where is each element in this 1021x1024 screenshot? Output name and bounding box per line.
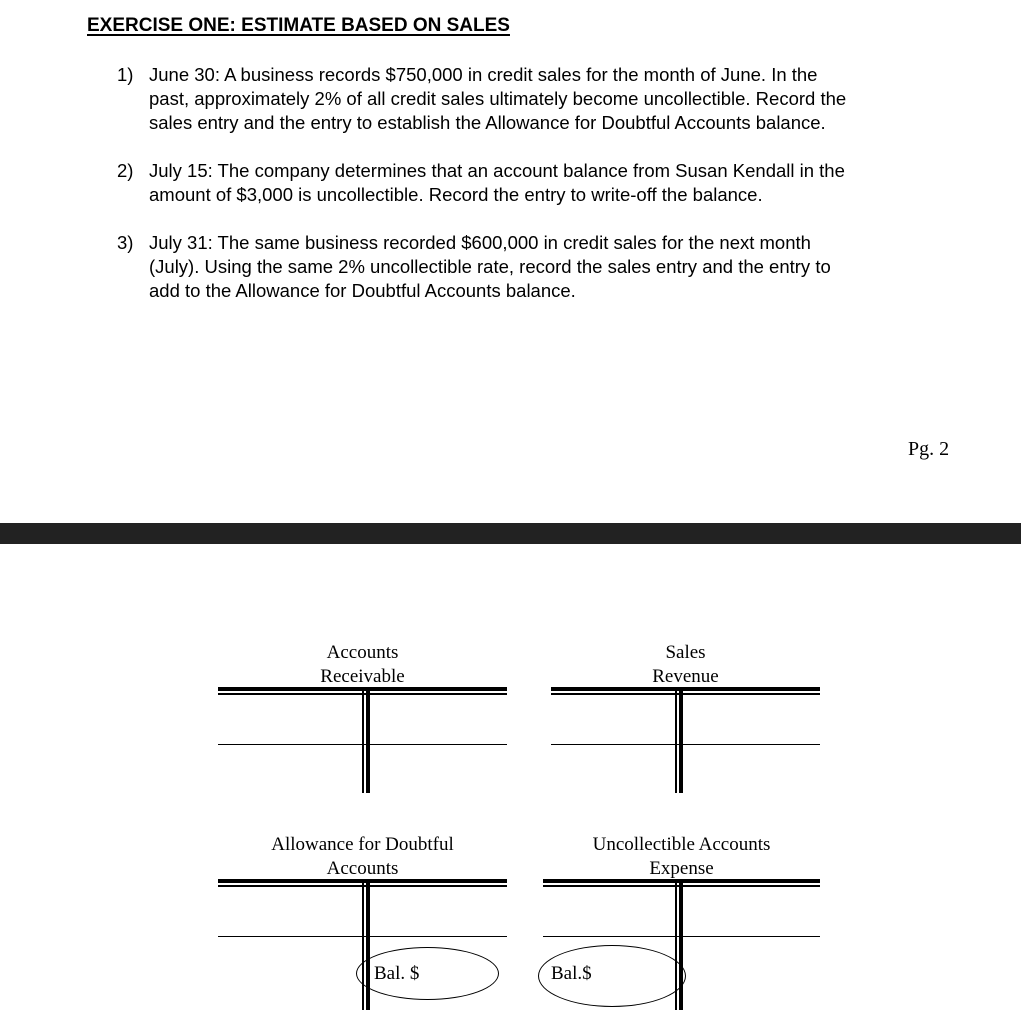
- t-account-label-line: Accounts: [326, 642, 399, 663]
- question-line: June 30: A business records $750,000 in credit sales for the month of June. In the: [149, 64, 818, 85]
- t-account-label-line: Sales: [665, 642, 706, 663]
- t-account-label-line: Uncollectible Accounts: [592, 834, 771, 855]
- question-2: [117, 159, 957, 207]
- question-text: [149, 63, 957, 135]
- t-account-label-line: Receivable: [320, 666, 405, 687]
- question-line: sales entry and the entry to establish the Allowance for Doubtful Accounts balance.: [149, 112, 826, 133]
- balance-label: Bal.$: [551, 963, 592, 984]
- t-account-top-rule: [551, 687, 820, 695]
- question-line: July 31: The same business recorded $600,000 in credit sales for the next month: [149, 232, 811, 253]
- t-account-label-accounts-receivable: [218, 641, 507, 689]
- question-1: [117, 63, 957, 135]
- exercise-title: EXERCISE ONE: ESTIMATE BASED ON SALES: [87, 15, 510, 36]
- question-text: [149, 231, 957, 303]
- t-account-mid-rule: [551, 744, 820, 745]
- question-line: (July). Using the same 2% uncollectible rate, record the sales entry and the entry to: [149, 256, 831, 277]
- t-account-label-line: Allowance for Doubtful: [271, 834, 454, 855]
- t-account-stem: [362, 691, 370, 793]
- t-account-sales-revenue: [551, 687, 820, 793]
- page-divider: [0, 523, 1021, 544]
- question-line: July 15: The company determines that an account balance from Susan Kendall in the: [149, 160, 845, 181]
- question-number: 3): [117, 232, 134, 253]
- t-account-label-allowance: [218, 833, 507, 881]
- t-account-label-uncollectible-expense: [543, 833, 820, 881]
- question-line: amount of $3,000 is uncollectible. Record the entry to write-off the balance.: [149, 184, 763, 205]
- t-account-stem: [362, 883, 370, 1010]
- question-3: [117, 231, 957, 303]
- t-account-stem: [675, 691, 683, 793]
- question-line: past, approximately 2% of all credit sales ultimately become uncollectible. Record the: [149, 88, 847, 109]
- page-number: Pg. 2: [908, 438, 950, 460]
- question-line: add to the Allowance for Doubtful Accounts balance.: [149, 280, 576, 301]
- t-account-accounts-receivable: [218, 687, 507, 793]
- t-account-label-line: Revenue: [652, 666, 719, 687]
- t-account-label-line: Expense: [649, 858, 714, 879]
- t-account-label-line: Accounts: [326, 858, 399, 879]
- balance-label: Bal. $: [374, 963, 420, 984]
- t-account-label-sales-revenue: [551, 641, 820, 689]
- question-text: [149, 159, 957, 207]
- question-number: 1): [117, 64, 134, 85]
- question-number: 2): [117, 160, 134, 181]
